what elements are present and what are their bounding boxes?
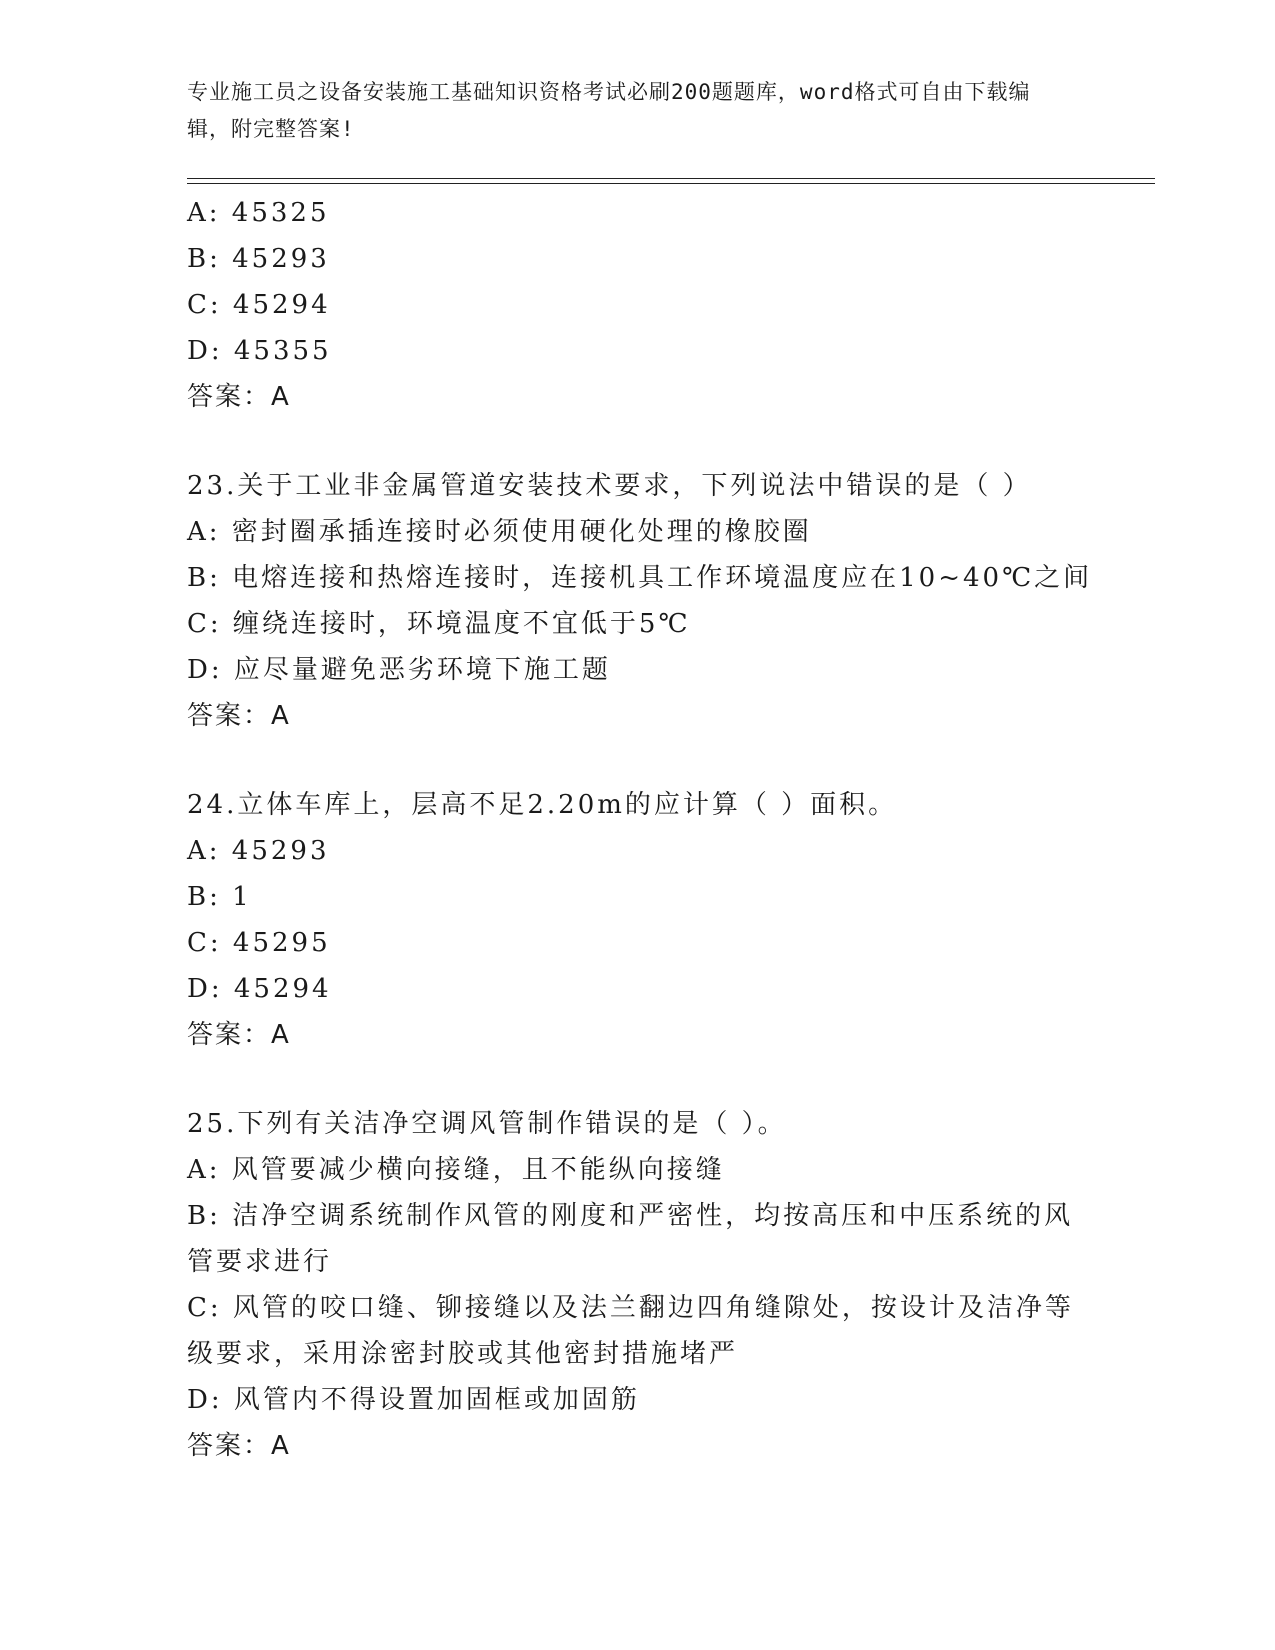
- option-c: C: 缠绕连接时，环境温度不宜低于5℃: [187, 609, 691, 639]
- question-block-25: [187, 1101, 1087, 1469]
- option-d: D: 风管内不得设置加固框或加固筋: [187, 1385, 640, 1415]
- option-b: B: 电熔连接和热熔连接时，连接机具工作环境温度应在10~40℃之间: [187, 563, 1093, 593]
- answer-line: 答案：A: [187, 382, 291, 412]
- header-rule-bottom: [187, 183, 1155, 184]
- spacer: [187, 1058, 1087, 1101]
- document-header: 专业施工员之设备安装施工基础知识资格考试必刷200题题库，word格式可自由下载编辑，附完整答案!: [187, 80, 1031, 141]
- option-b: B: 洁净空调系统制作风管的刚度和严密性，均按高压和中压系统的风管要求进行: [187, 1201, 1074, 1277]
- option-c: C: 45295: [187, 928, 331, 958]
- option-a: A: 45293: [187, 836, 330, 866]
- question-list: [187, 190, 1093, 1469]
- option-b: B: 1: [187, 882, 252, 912]
- option-a: A: 风管要减少横向接缝，且不能纵向接缝: [187, 1155, 725, 1185]
- question-text: 25.下列有关洁净空调风管制作错误的是（ ）。: [187, 1109, 787, 1139]
- question-block-prev: [187, 190, 1087, 420]
- answer-line: 答案：A: [187, 1020, 291, 1050]
- question-text: 23.关于工业非金属管道安装技术要求，下列说法中错误的是（ ）: [187, 471, 1032, 501]
- question-block-23: [187, 463, 1093, 739]
- answer-line: 答案：A: [187, 701, 291, 731]
- question-text: 24.立体车库上，层高不足2.20m的应计算（ ）面积。: [187, 790, 898, 820]
- option-c: C: 45294: [187, 290, 331, 320]
- option-d: D: 应尽量避免恶劣环境下施工题: [187, 655, 611, 685]
- spacer: [187, 739, 1087, 782]
- header-rule-top: [187, 178, 1155, 179]
- option-c: C: 风管的咬口缝、铆接缝以及法兰翻边四角缝隙处，按设计及洁净等级要求，采用涂密封胶或其他密封措施堵严: [187, 1293, 1074, 1369]
- option-d: D: 45355: [187, 336, 332, 366]
- answer-line: 答案：A: [187, 1431, 291, 1461]
- option-a: A: 45325: [187, 198, 330, 228]
- option-b: B: 45293: [187, 244, 330, 274]
- option-d: D: 45294: [187, 974, 332, 1004]
- option-a: A: 密封圈承插连接时必须使用硬化处理的橡胶圈: [187, 517, 812, 547]
- spacer: [187, 420, 1087, 463]
- question-block-24: [187, 782, 1087, 1058]
